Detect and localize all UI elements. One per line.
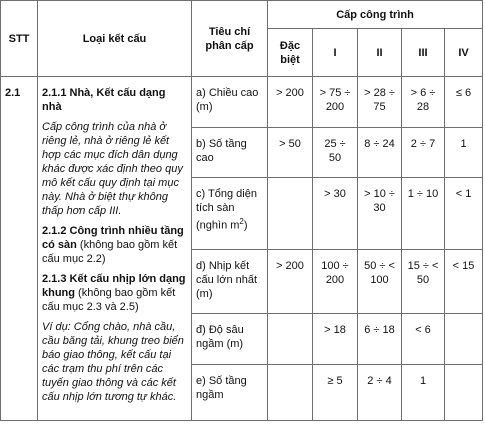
value-cell: 1 (402, 365, 445, 421)
value-cell: 2 ÷ 7 (402, 128, 445, 178)
table-row (1, 77, 483, 128)
note-examples: Ví dụ: Cổng chào, nhà cầu, cầu băng tải, khung treo biển báo giao thông, kết cấu tại các trạm thu phí trên các tuyến giao thông và các kết cấu nhịp lớn tương tự khác. (42, 321, 184, 403)
value-cell: > 28 ÷ 75 (358, 77, 402, 128)
value-cell: 2 ÷ 4 (358, 365, 402, 421)
value-cell: 50 ÷ < 100 (358, 250, 402, 314)
note-houses: Cấp công trình của nhà ở riêng lẻ, nhà ở riêng lẻ kết hợp các mục đích dân dụng khác được xác định theo quy mô kết cấu quy định tại mục này. Nhà ở biệt thự không thấp hơn cấp III. (42, 121, 183, 217)
value-cell: > 50 (268, 128, 313, 178)
header-level-2: II (358, 29, 402, 77)
value-cell: < 1 (445, 178, 483, 250)
value-cell (445, 314, 483, 365)
header-level-1: I (313, 29, 358, 77)
value-cell: > 200 (268, 250, 313, 314)
row-stt: 2.1 (1, 77, 38, 421)
value-cell: < 6 (402, 314, 445, 365)
criteria-floors: b) Số tầng cao (192, 128, 268, 178)
value-cell: 1 ÷ 10 (402, 178, 445, 250)
value-cell: 6 ÷ 18 (358, 314, 402, 365)
criteria-span: d) Nhịp kết cấu lớn nhất (m) (192, 250, 268, 314)
value-cell: > 200 (268, 77, 313, 128)
header-construction-level: Cấp công trình (268, 1, 483, 29)
value-cell: ≤ 6 (445, 77, 483, 128)
value-cell: 100 ÷ 200 (313, 250, 358, 314)
value-cell: 1 (445, 128, 483, 178)
criteria-height: a) Chiều cao (m) (192, 77, 268, 128)
value-cell (268, 365, 313, 421)
criteria-floor-area: c) Tổng diện tích sàn (nghìn $m^2$) (192, 178, 268, 250)
header-criteria: Tiêu chí phân cấp (192, 1, 268, 77)
value-cell (268, 314, 313, 365)
value-cell: 15 ÷ < 50 (402, 250, 445, 314)
header-level-3: III (402, 29, 445, 77)
value-cell: ≥ 5 (313, 365, 358, 421)
value-cell: 25 ÷ 50 (313, 128, 358, 178)
heading-large-span: 2.1.3 Kết cấu nhịp lớn dạng khung (không bao gồm kết cấu mục 2.3 và 2.5) (42, 273, 186, 313)
criteria-basements: e) Số tầng ngầm (192, 365, 268, 421)
header-structure-type: Loại kết cấu (38, 1, 192, 77)
heading-houses: 2.1.1 Nhà, Kết cấu dạng nhà (42, 87, 166, 113)
value-cell (268, 178, 313, 250)
value-cell: > 30 (313, 178, 358, 250)
criteria-depth: đ) Độ sâu ngầm (m) (192, 314, 268, 365)
header-level-4: IV (445, 29, 483, 77)
value-cell: 8 ÷ 24 (358, 128, 402, 178)
structure-type-cell (38, 77, 192, 421)
value-cell: < 15 (445, 250, 483, 314)
value-cell (445, 365, 483, 421)
value-cell: > 75 ÷ 200 (313, 77, 358, 128)
value-cell: > 10 ÷ 30 (358, 178, 402, 250)
heading-multistorey: 2.1.2 Công trình nhiều tầng có sàn (không bao gồm kết cấu mục 2.2) (42, 225, 184, 265)
value-cell: > 6 ÷ 28 (402, 77, 445, 128)
value-cell: > 18 (313, 314, 358, 365)
header-stt: STT (1, 1, 38, 77)
header-level-special: Đặc biệt (268, 29, 313, 77)
